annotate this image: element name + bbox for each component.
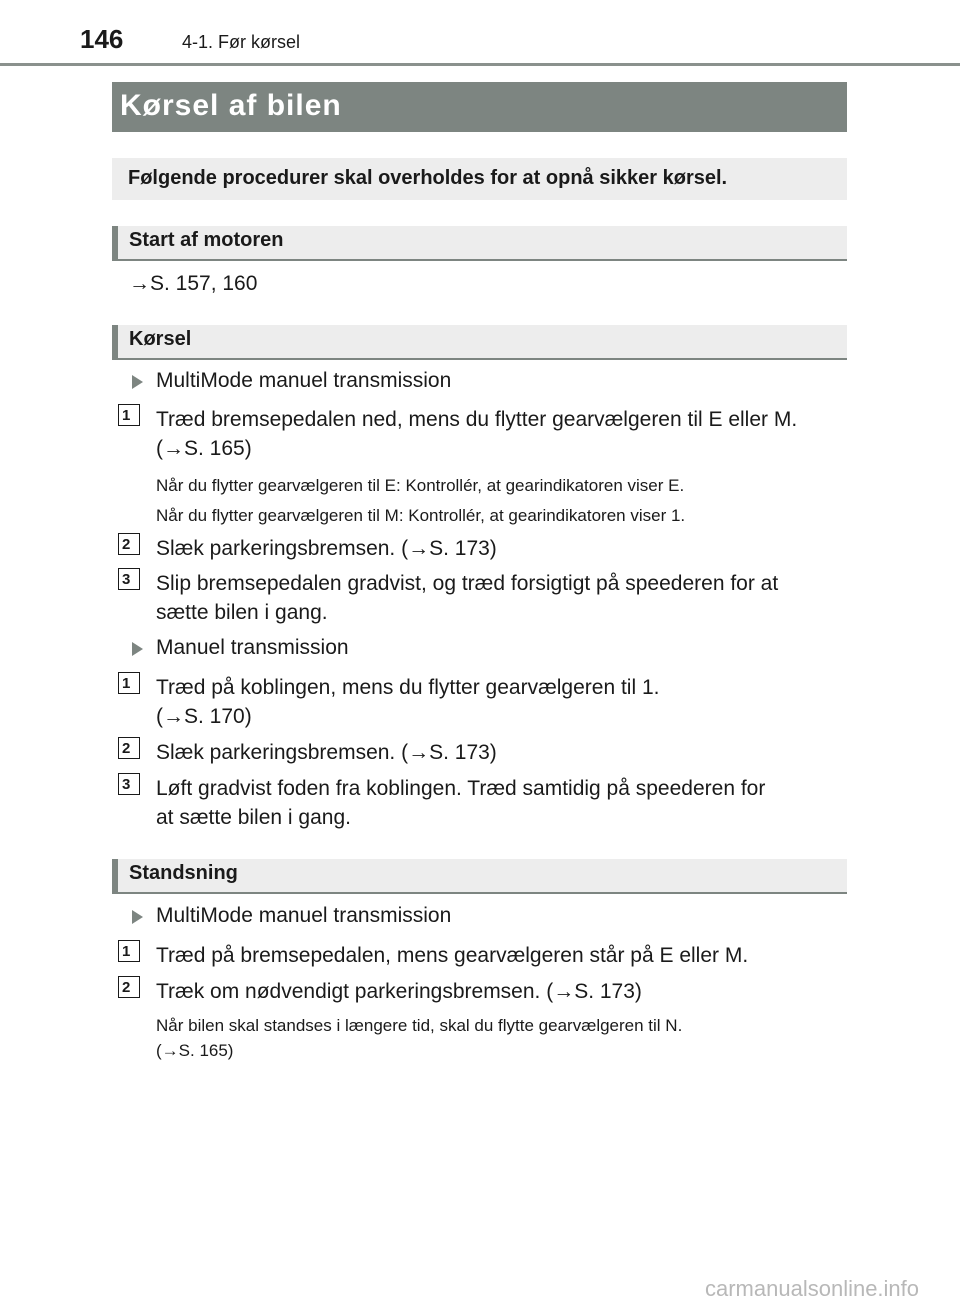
step-number-box: 1 [118,404,140,426]
step-line: (→S. 170) [156,705,252,728]
section-heading-start [112,226,847,261]
section-heading-driving [112,325,847,360]
driving-note-e: Når du flytter gearvælgeren til E: Kontrollér, at gearindikatoren viser E. [156,476,685,495]
driving-manual-title: Manuel transmission [156,636,349,659]
driving-multimode-step1 [156,405,846,463]
stopping-note [156,1013,840,1063]
note-line: Når bilen skal standses i længere tid, skal du flytte gearvælgeren til N. [156,1016,683,1035]
step-number-box: 3 [118,568,140,590]
intro-box [112,158,847,200]
start-reference: →S. 157, 160 [129,272,258,295]
watermark: carmanualsonline.info [705,1276,920,1301]
driving-multimode-step3 [156,569,846,627]
section-heading-stopping [112,859,847,894]
driving-multimode-title: MultiMode manuel transmission [156,369,452,392]
step-number-box: 2 [118,737,140,759]
stopping-multimode-step1: Træd på bremsepedalen, mens gearvælgeren står på E eller M. [156,944,749,967]
section-heading-start-label: Start af motoren [129,229,284,251]
triangle-bullet-icon [132,642,143,656]
step-line: at sætte bilen i gang. [156,806,351,829]
step-line: Træd på koblingen, mens du flytter gearvælgeren til 1. [156,676,660,699]
driving-multimode-step2: Slæk parkeringsbremsen. (→S. 173) [156,537,497,560]
step-number-box: 2 [118,533,140,555]
driving-manual-step2: Slæk parkeringsbremsen. (→S. 173) [156,741,497,764]
stopping-multimode-step2: Træk om nødvendigt parkeringsbremsen. (→S. 173) [156,980,642,1003]
section-heading-driving-label: Kørsel [129,328,192,350]
section-heading-stopping-label: Standsning [129,862,238,884]
stopping-multimode-title: MultiMode manuel transmission [156,904,452,927]
step-number-box: 2 [118,976,140,998]
driving-multimode-subheading [156,369,451,393]
driving-manual-subheading [156,636,349,660]
step-line: (→S. 165) [156,437,252,460]
step-line: sætte bilen i gang. [156,601,328,624]
driving-manual-step1 [156,673,846,731]
intro-text: Følgende procedurer skal overholdes for at opnå sikker kørsel. [128,167,728,189]
page-title: Kørsel af bilen [120,89,342,122]
triangle-bullet-icon [132,910,143,924]
triangle-bullet-icon [132,375,143,389]
chapter-title: 4-1. Før kørsel [182,32,301,52]
step-number-box: 3 [118,773,140,795]
step-line: Slip bremsepedalen gradvist, og træd forsigtigt på speederen for at [156,572,779,595]
stopping-multimode-subheading [156,904,451,928]
step-number-box: 1 [118,672,140,694]
step-number-box: 1 [118,940,140,962]
header-divider [0,63,960,66]
driving-manual-step3 [156,774,840,832]
driving-note-m: Når du flytter gearvælgeren til M: Kontrollér, at gearindikatoren viser 1. [156,506,686,525]
page-number: 146 [80,24,124,54]
step-line: Træd bremsepedalen ned, mens du flytter gearvælgeren til E eller M. [156,408,798,431]
page-title-bar [112,82,847,132]
step-line: Løft gradvist foden fra koblingen. Træd samtidig på speederen for [156,777,766,800]
note-line: (→S. 165) [156,1041,234,1060]
